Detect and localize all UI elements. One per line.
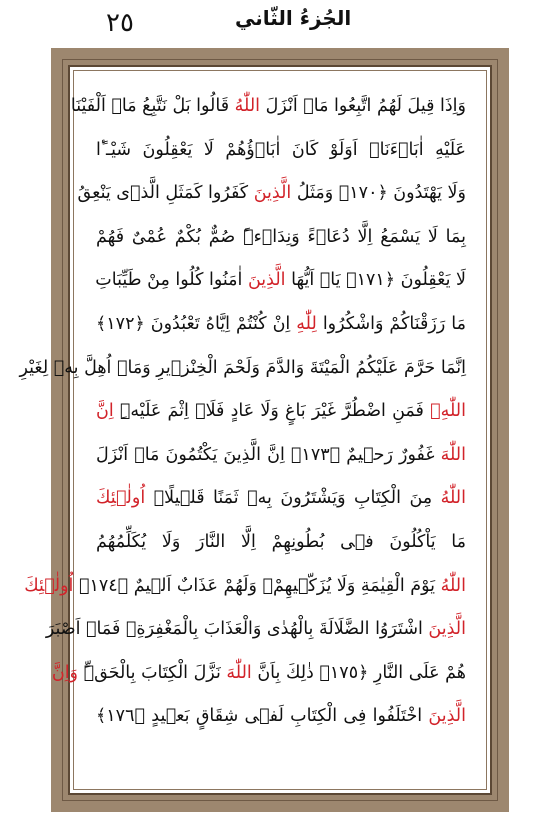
text-segment: بِمَا لَا يَسْمَعُ اِلَّا دُعَاۤءً وَنِدَاۤءًۜ صُمٌّ بُكْمٌ عُمْىٌ فَهُمْ — [96, 226, 466, 247]
text-line — [24, 566, 466, 606]
text-line — [96, 304, 466, 344]
divine-name-highlight: اُولٰۤئِكَ — [24, 575, 74, 596]
text-segment: لَا يَعْقِلُونَ ﴿١٧١﴾ يَاۤ اَيُّهَا — [285, 270, 466, 291]
page-header — [0, 0, 550, 44]
text-segment: اٰمَنُوا كُلُوا مِنْ طَيِّبَاتِ — [95, 270, 248, 291]
text-line — [96, 435, 466, 475]
divine-name-highlight: اِنَّ — [96, 401, 114, 422]
text-segment: مَا يَاْكُلُونَ فٖى بُطُونِهِمْ اِلَّا النَّارَ وَلَا يُكَلِّمُهُمُ — [96, 532, 466, 552]
text-segment: يَوْمَ الْقِيٰمَةِ وَلَا يُزَكّٖيهِمْۚ وَلَهُمْ عَذَابٌ اَلٖيمٌ ﴿١٧٤﴾ — [73, 575, 441, 596]
text-line — [96, 522, 466, 562]
divine-name-highlight: اُولٰۤئِكَ — [96, 488, 146, 509]
text-line — [96, 130, 466, 170]
text-line — [96, 217, 466, 257]
divine-name-highlight: لِلّٰهِ — [296, 314, 317, 334]
page-number: ٢٥ — [106, 8, 134, 38]
divine-name-highlight: اللّٰهَ — [440, 444, 466, 465]
text-segment: قَالُوا بَلْ نَتَّبِعُ مَاۤ اَلْفَيْنَا — [70, 96, 235, 116]
quran-text-block — [19, 86, 466, 786]
divine-name-highlight: الَّذِينَ — [253, 183, 292, 204]
text-line — [96, 696, 466, 736]
divine-name-highlight: اللّٰهُ — [440, 488, 466, 509]
text-line — [96, 391, 466, 431]
text-segment: وَاِذَا قِيلَ لَهُمُ اتَّبِعُوا مَاۤ اَنْزَلَ — [260, 96, 466, 116]
text-line — [96, 478, 466, 518]
text-line — [77, 173, 466, 213]
text-line — [70, 86, 466, 126]
text-line — [45, 609, 466, 649]
divine-name-highlight: الَّذِينَ — [428, 619, 466, 640]
text-segment: فَمَنِ اضْطُرَّ غَيْرَ بَاغٍ وَلَا عَادٍ فَلَاۤ اِثْمَ عَلَيْهِۜ — [113, 401, 431, 422]
text-segment: نَزَّلَ الْكِتَابَ بِالْحَقِّۜ — [78, 662, 227, 683]
text-segment: اِنْ كُنْتُمْ اِيَّاهُ تَعْبُدُونَ ﴿١٧٢﴾ — [96, 314, 297, 334]
text-segment: مَا رَزَقْنَاكُمْ وَاشْكُرُوا — [316, 314, 466, 334]
text-line — [19, 348, 466, 388]
text-segment: كَفَرُوا كَمَثَلِ الَّذٖى يَنْعِقُ — [77, 183, 254, 204]
text-segment: عَلَيْهِ اٰبَاۤءَنَاۜ اَوَلَوْ كَانَ اٰبَاۤؤُهُمْ لَا يَعْقِلُونَ شَيْـٴًا — [96, 139, 466, 160]
divine-name-highlight: الَّذِينَ — [428, 706, 466, 727]
text-segment: اخْتَلَفُوا فِى الْكِتَابِ لَفٖى شِقَاقٍ بَعٖيدٍ ﴿١٧٦﴾ — [96, 706, 429, 727]
divine-name-highlight: اللّٰهِۚ — [430, 401, 466, 422]
divine-name-highlight: اللّٰهُ — [440, 575, 466, 596]
juz-title: الجُزءُ الثّاني — [235, 6, 352, 30]
text-segment: اشْتَرَوُا الضَّلَالَةَ بِالْهُدٰى وَالْعَذَابَ بِالْمَغْفِرَةِۚ فَمَاۤ اَصْبَرَ — [45, 619, 429, 640]
divine-name-highlight: الَّذِينَ — [247, 270, 286, 291]
text-segment: هُمْ عَلَى النَّارِ ﴿١٧٥﴾ ذٰلِكَ بِاَنَّ — [251, 662, 466, 683]
divine-name-highlight: وَاِنَّ — [51, 662, 79, 683]
divine-name-highlight: اللّٰهَ — [226, 662, 252, 683]
divine-name-highlight: اللّٰهُ — [234, 96, 261, 116]
text-segment: مِنَ الْكِتَابِ وَيَشْتَرُونَ بِهٖ ثَمَنًا قَلٖيلًاۙ — [145, 488, 441, 509]
text-line — [96, 260, 466, 300]
text-segment: وَلَا يَهْتَدُونَ ﴿١٧٠﴾ وَمَثَلُ — [291, 183, 466, 204]
text-line — [51, 653, 466, 693]
text-segment: غَفُورٌ رَحٖيمٌ ﴿١٧٣﴾ اِنَّ الَّذِينَ يَكْتُمُونَ مَاۤ اَنْزَلَ — [96, 444, 441, 465]
text-segment: اِنَّمَا حَرَّمَ عَلَيْكُمُ الْمَيْتَةَ وَالدَّمَ وَلَحْمَ الْخِنْزٖيرِ وَمَاۤ اُهِلَّ بِهٖ لِغَيْرِ — [19, 357, 466, 378]
